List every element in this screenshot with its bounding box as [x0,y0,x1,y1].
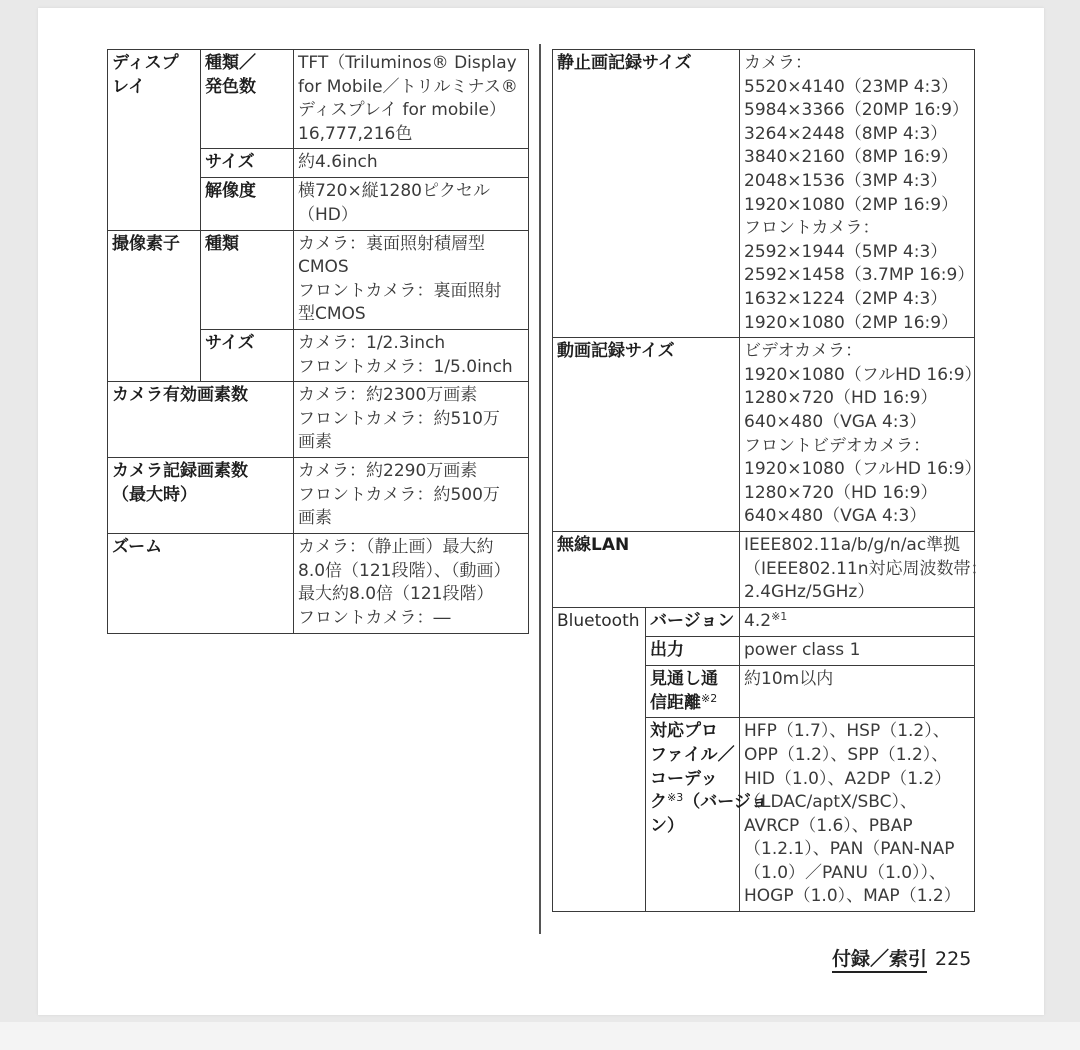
zoom-label: ズーム [108,534,294,634]
table-row [108,458,529,534]
bt-profile-value: HFP（1.7）、HSP（1.2）、 OPP（1.2）、SPP（1.2）、 HID（1.0）、A2DP（1.2） （LDAC/aptX/SBC）、 AVRCP（1.6）、PBAP （1.2.1）、PAN（PAN-NAP （1.0）／PANU（1.0））、 HOGP（1.0）、MAP（1.2） [740,718,975,912]
sensor-size-value: カメラ：1/2.3inch フロントカメラ：1/5.0inch [294,329,529,381]
zoom-value: カメラ：（静止画）最大約 8.0倍（121段階）、（動画） 最大約8.0倍（121段階） フロントカメラ：― [294,534,529,634]
recording-pixels-value: カメラ：約2290万画素 フロントカメラ：約500万 画素 [294,458,529,534]
spec-table-right [552,49,988,912]
table-row [108,534,529,634]
still-size-label: 静止画記録サイズ [553,50,740,338]
bt-version-number: 4.2 [744,611,772,632]
sensor-label: 撮像素子 [108,230,201,382]
table-row [553,608,975,637]
table-row [108,50,529,149]
bt-range-label [646,666,740,718]
section-name: 付録／索引 [832,948,927,973]
bt-profile-label-version: （バージョ ン） [650,792,768,836]
wlan-value: IEEE802.11a/b/g/n/ac準拠 （IEEE802.11n対応周波数帯： 2.4GHz/5GHz） [740,532,975,608]
bt-range-value: 約10m以内 [740,666,975,718]
bt-version-label: バージョン [646,608,740,637]
bt-range-label-text: 見通し通 信距離 [650,669,718,713]
effective-pixels-label: カメラ有効画素数 [108,382,294,458]
video-size-label: 動画記録サイズ [553,338,740,532]
bt-output-value: power class 1 [740,637,975,666]
bt-range-footnote: ※2 [701,691,718,705]
table-row [108,230,529,329]
sensor-type-label: 種類 [201,230,294,329]
display-size-label: サイズ [201,149,294,178]
table-row [553,50,975,338]
bt-output-label: 出力 [646,637,740,666]
table-row [553,532,975,608]
bt-profile-footnote: ※3 [667,791,684,805]
effective-pixels-value: カメラ：約2300万画素 フロントカメラ：約510万 画素 [294,382,529,458]
bottom-edge [0,1022,1080,1050]
table-row [553,338,975,532]
display-type-value: TFT（Triluminos® Display for Mobile／トリルミナス® ディスプレイ for mobile） 16,777,216色 [294,50,529,149]
display-resolution-label: 解像度 [201,178,294,230]
bt-version-value [740,608,975,637]
display-label: ディスプ レイ [108,50,201,231]
display-type-label: 種類／ 発色数 [201,50,294,149]
sensor-type-value: カメラ：裏面照射積層型 CMOS フロントカメラ：裏面照射 型CMOS [294,230,529,329]
bt-version-footnote: ※1 [771,610,788,624]
table-row [108,382,529,458]
page-footer [832,944,971,971]
bluetooth-label: Bluetooth [553,608,646,912]
column-divider [539,44,541,934]
page-number: 225 [935,948,972,970]
display-resolution-value: 横720×縦1280ピクセル （HD） [294,178,529,230]
display-size-value: 約4.6inch [294,149,529,178]
recording-pixels-label: カメラ記録画素数 （最大時） [108,458,294,534]
still-size-value: カメラ： 5520×4140（23MP 4:3） 5984×3366（20MP 16:9） 3264×2448（8MP 4:3） 3840×2160（8MP 16:9） 2048×1536（3MP 4:3） 1920×1080（2MP 16:9） フロントカメラ： 2592×1944（5MP 4:3） 2592×1458（3.7MP 16:9） 1632×1224（2MP 4:3） 1920×1080（2MP 16:9） [740,50,975,338]
sensor-size-label: サイズ [201,329,294,381]
wlan-label: 無線LAN [553,532,740,608]
video-size-value: ビデオカメラ： 1920×1080（フルHD 16:9） 1280×720（HD 16:9） 640×480（VGA 4:3） フロントビデオカメラ： 1920×1080（フルHD 16:9） 1280×720（HD 16:9） 640×480（VGA 4:3） [740,338,975,532]
bt-profile-label [646,718,768,912]
bt-profile-label-text: 対応プロ ファイル／ コーデッ ク [650,721,735,813]
spec-table-left [107,49,529,634]
